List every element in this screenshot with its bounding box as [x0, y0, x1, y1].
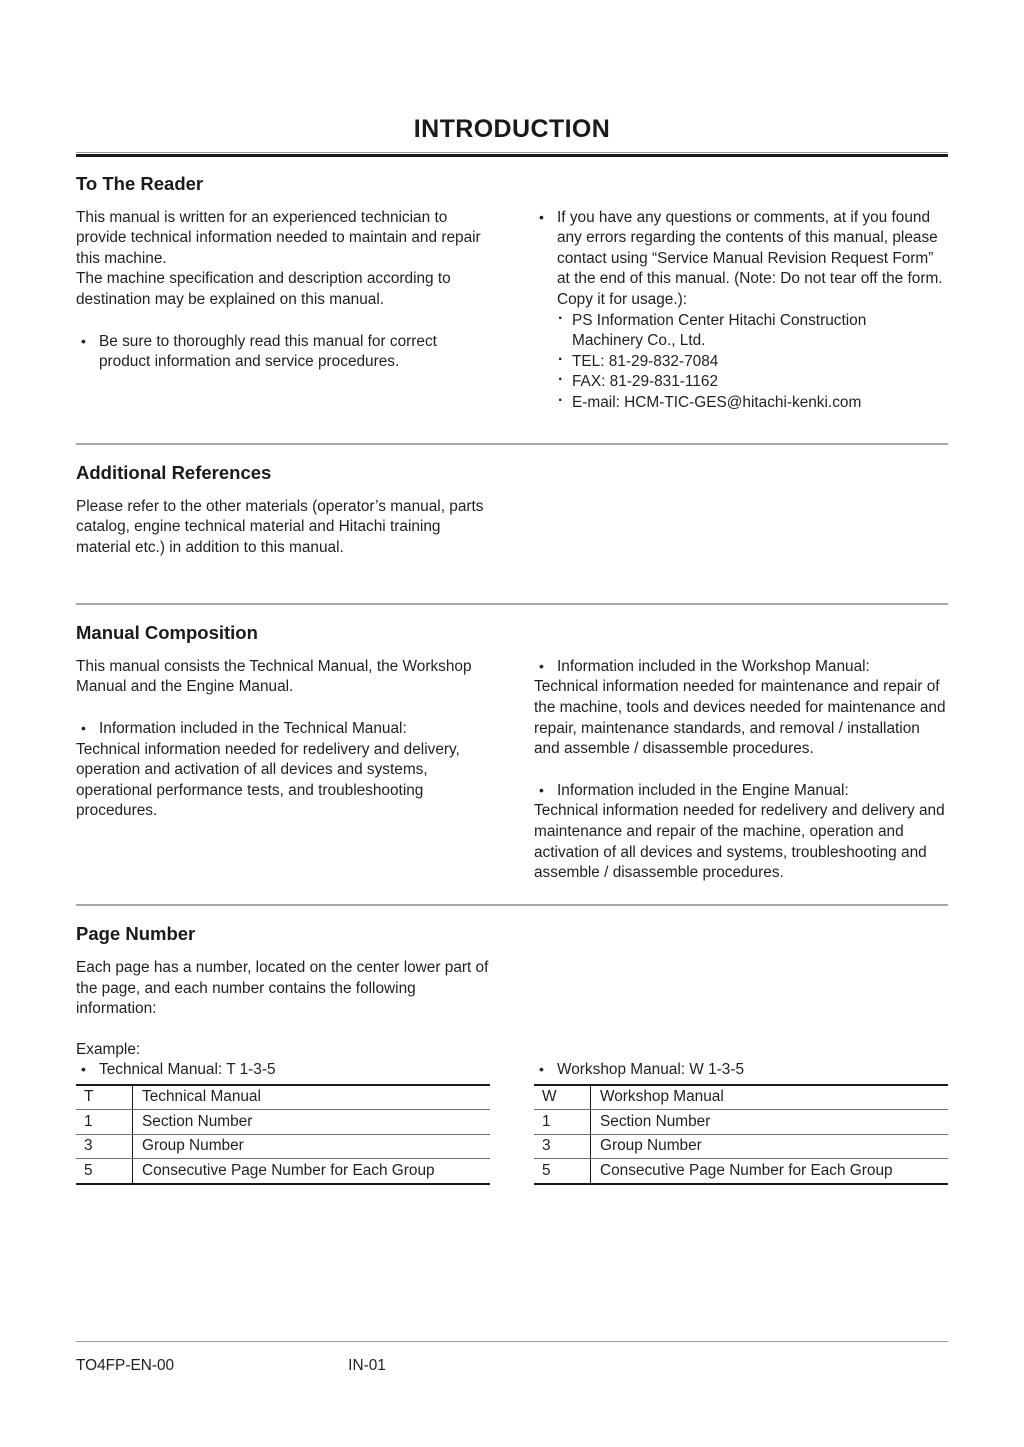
page-number-paragraph: Each page has a number, located on the center lower part of the page, and each number contains the following information:: [76, 958, 489, 1018]
table-row: [534, 1134, 948, 1159]
bullet-body: Technical information needed for redelivery and delivery, operation and activation of all devices and systems, operational performance tests, and troubleshooting procedures.: [76, 740, 460, 820]
table-row: [534, 1110, 948, 1135]
manual-composition-paragraph-1: This manual consists the Technical Manual, the Workshop Manual and the Engine Manual.: [76, 657, 472, 696]
table-cell-key: T: [76, 1085, 133, 1110]
contact-item-email: · E-mail: HCM-TIC-GES@hitachi-kenki.com: [534, 393, 948, 414]
bullet-lead: • Information included in the Technical Manual:: [76, 719, 490, 740]
table-row: [534, 1085, 948, 1110]
table-cell-value: Group Number: [133, 1134, 491, 1159]
table-row: [76, 1134, 490, 1159]
contact-item-tel: · TEL: 81-29-832-7084: [534, 352, 948, 373]
to-the-reader-right-column: [534, 208, 948, 414]
contact-item-continuation: Machinery Co., Ltd.: [572, 332, 706, 350]
to-the-reader-left-bullet-list: [76, 332, 490, 373]
footer-divider: [76, 1341, 948, 1342]
additional-references-columns: [76, 497, 948, 559]
list-item: • Technical Manual: T 1-3-5: [76, 1060, 490, 1081]
table-cell-value: Group Number: [591, 1134, 949, 1159]
table-cell-key: 5: [534, 1159, 591, 1184]
page-number-columns: [76, 958, 948, 1185]
table-row: [76, 1110, 490, 1135]
document-page: [76, 0, 948, 1447]
bullet-lead: • Information included in the Engine Manual:: [534, 781, 948, 802]
to-the-reader-paragraph-1: This manual is written for an experienced technician to provide technical information needed to maintain and repair this machine.: [76, 208, 481, 267]
workshop-manual-caption-list: [534, 1060, 948, 1081]
table-cell-value: Section Number: [591, 1110, 949, 1135]
list-item: • Be sure to thoroughly read this manual for correct product information and service procedures.: [76, 332, 490, 373]
table-cell-key: 3: [76, 1134, 133, 1159]
additional-references-right-column: [534, 497, 948, 559]
to-the-reader-left-column: [76, 208, 490, 414]
table-cell-value: Consecutive Page Number for Each Group: [142, 1161, 435, 1179]
manual-composition-workshop-bullet: [534, 657, 948, 760]
list-item: • Workshop Manual: W 1-3-5: [534, 1060, 948, 1081]
to-the-reader-right-bullet-list: [534, 208, 948, 311]
section-heading-manual-composition: Manual Composition: [76, 621, 258, 643]
to-the-reader-paragraph-2: The machine specification and description according to destination may be explained on this manual.: [76, 270, 451, 309]
table-cell-value: Workshop Manual: [591, 1085, 949, 1110]
section-heading-additional-references: Additional References: [76, 461, 272, 483]
document-code: TO4FP-EN-00: [76, 1357, 175, 1374]
manual-composition-engine-bullet: [534, 781, 948, 884]
section-heading-page-number: Page Number: [76, 922, 196, 944]
example-label: Example:: [76, 1040, 141, 1058]
bullet-body: Technical information needed for redelivery and delivery and maintenance and repair of the machine, operation and activation of all devices and systems, troubleshooting and assemble / disassemble procedures.: [534, 802, 945, 882]
manual-composition-columns: [76, 657, 948, 884]
contact-list: [534, 311, 948, 414]
table-row: [534, 1159, 948, 1184]
table-cell-key: 1: [76, 1110, 133, 1135]
table-cell-key: W: [534, 1085, 591, 1110]
table-cell-key: 1: [534, 1110, 591, 1135]
technical-manual-caption-list: [76, 1060, 490, 1081]
additional-references-paragraph: Please refer to the other materials (operator’s manual, parts catalog, engine technical material and Hitachi training material etc.) in addition to this manual.: [76, 497, 484, 556]
to-the-reader-columns: [76, 208, 948, 414]
page-number-left-column: [76, 958, 490, 1185]
table-cell-value: Technical Manual: [133, 1085, 491, 1110]
manual-composition-left-column: [76, 657, 490, 884]
table-row: [76, 1159, 490, 1184]
manual-composition-right-column: [534, 657, 948, 884]
table-cell-value: Section Number: [133, 1110, 491, 1135]
workshop-manual-table: [534, 1084, 948, 1185]
bullet-lead: • Information included in the Workshop Manual:: [534, 657, 948, 678]
additional-references-left-column: [76, 497, 490, 559]
section-heading-to-the-reader: To The Reader: [76, 172, 204, 194]
bullet-body: Technical information needed for maintenance and repair of the machine, tools and devices needed for maintenance and repair, maintenance standards, and removal / installation and assemble / disassemble procedures.: [534, 678, 946, 758]
table-row: [76, 1085, 490, 1110]
contact-item: · PS Information Center Hitachi Construction: [534, 311, 948, 332]
footer-page-number: IN-01: [348, 1357, 386, 1374]
list-item: • If you have any questions or comments, at if you found any errors regarding the contents of this manual, please contact using “Service Manual Revision Request Form” at the end of this manual. (Note: Do not tear off the form. Copy it for usage.):: [534, 208, 948, 311]
manual-composition-technical-bullet: [76, 719, 490, 822]
page-title: INTRODUCTION: [413, 115, 611, 143]
technical-manual-table: [76, 1084, 490, 1185]
table-cell-value: Consecutive Page Number for Each Group: [600, 1161, 893, 1179]
page-footer: [76, 1357, 948, 1381]
table-cell-key: 5: [76, 1159, 133, 1184]
page-number-right-column: [534, 958, 948, 1185]
contact-item-fax: · FAX: 81-29-831-1162: [534, 372, 948, 393]
table-cell-key: 3: [534, 1134, 591, 1159]
